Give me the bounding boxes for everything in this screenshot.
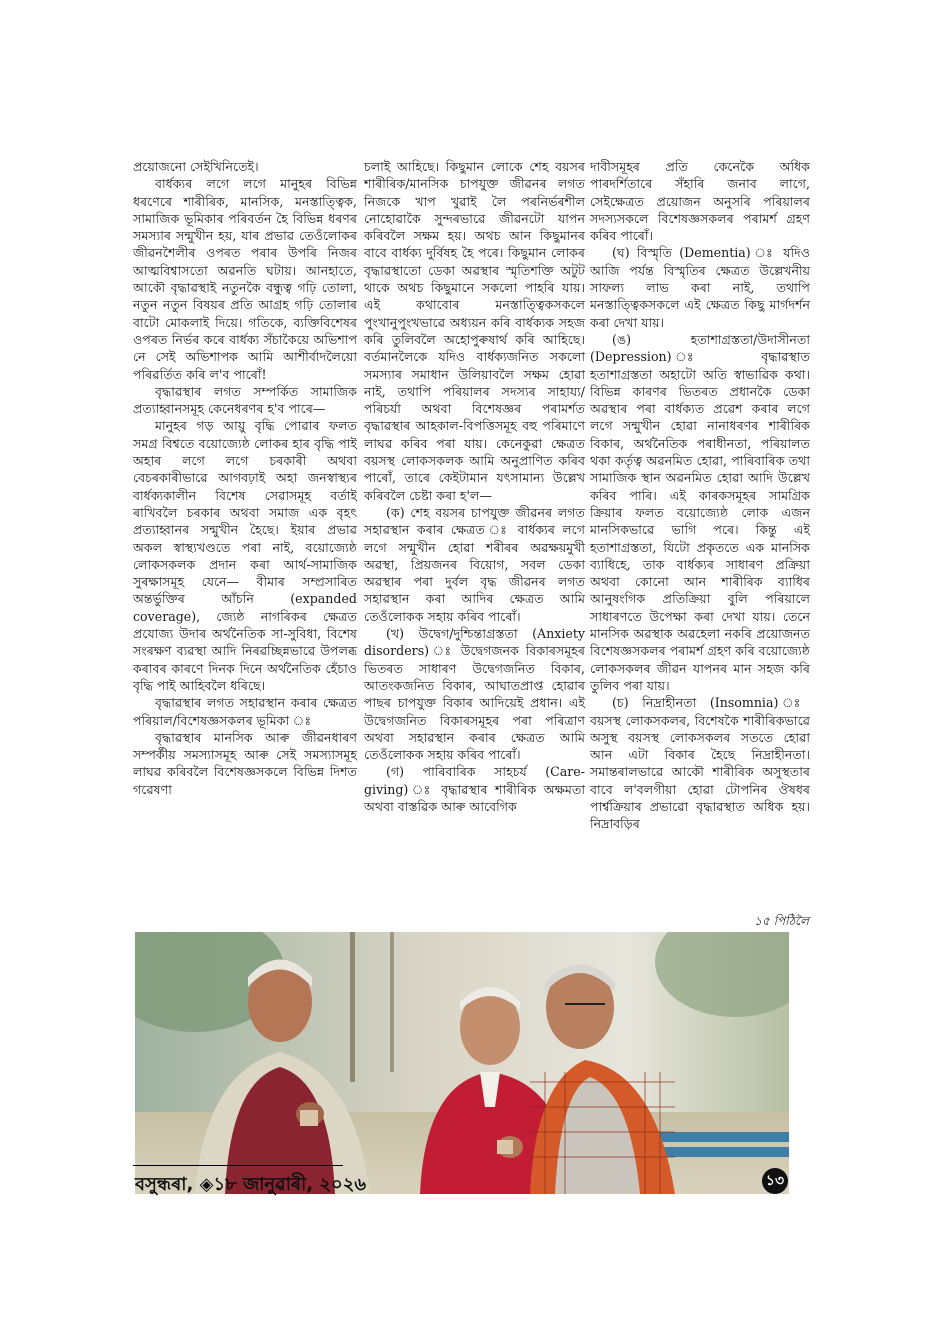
paragraph: বৃদ্ধাৱস্থাৰ লগত সম্পৰ্কিত সামাজিক প্ৰত্যাহ্বানসমূহ কেনেধৰণৰ হ'ব পাৰে— [133,383,357,417]
column-3 [590,158,810,833]
magazine-name: বসুন্ধৰা, [135,1174,194,1195]
paragraph: (ঘ) বিস্মৃতি (Dementia) ঃ যদিও আজি পৰ্যন্ত বিস্মৃতিৰ ক্ষেত্ৰত উল্লেখনীয় সাফল্য লাভ কৰা নাই, তথাপি মনস্তাত্ত্বিকসকলে এই ক্ষেত্ৰত কিছু মাৰ্গদৰ্শন কৰা দেখা যায়। [590,245,810,330]
paragraph: (গ) পাৰিবাৰিক সাহচৰ্য (Care-giving) ঃ বৃদ্ধাৱস্থাৰ শাৰীৰিক অক্ষমতা অথবা বাস্তৱিক আৰু আবেগিক [364,764,585,814]
paragraph: (খ) উদ্বেগ/দুশ্চিন্তাগ্ৰস্ততা (Anxiety disorders) ঃ উদ্বেগজনক বিকাৰসমূহৰ ভিতৰত সাধাৰণ উদ্বেগজনিত বিকাৰ, আতংকজনিত বিকাৰ, আঘাতপ্ৰাপ্ত হোৱাৰ পাছৰ চাপযুক্ত বিকাৰ আদিয়েই প্ৰধান। এই উদ্বেগজনিত বিকাৰসমূহৰ পৰা পৰিত্ৰাণ অথবা সহাৱস্থান কৰাৰ ক্ষেত্ৰত আমি তেওঁলোকক সহায় কৰিব পাৰোঁ। [364,626,585,763]
paragraph: প্ৰয়োজনো সেইখিনিতেই। [133,159,259,174]
column-2 [364,158,585,815]
continued-note: ১৫ পিঠিলৈ [754,914,809,928]
paragraph: দাবীসমূহৰ প্ৰতি কেনেকৈ অধিক পাৰদৰ্শিতাৰে সঁহাৰি জনাব লাগে, সেইক্ষেত্ৰত প্ৰয়োজন অনুসৰি পৰিয়ালৰ সদস্যসকলে বিশেষজ্ঞসকলৰ পৰামৰ্শ গ্ৰহণ কৰিব পাৰোঁ। [590,159,810,244]
page-number-badge: ১৩ [762,1168,788,1194]
footer-rule [133,1165,343,1166]
paragraph: (চ) নিদ্ৰাহীনতা (Insomnia) ঃ বয়সস্থ লোকসকলৰ, বিশেষকৈ শাৰীৰিকভাৱে অসুস্থ বয়সস্থ লোকসকলৰ সততে হোৱা আন এটা বিকাৰ হৈছে নিদ্ৰাহীনতা। সমান্তৰালভাৱে আকৌ শাৰীৰিক অসুস্থতাৰ বাবে ল'বলগীয়া হোৱা টোপনিৰ ঔষধৰ পাৰ্শ্বক্ৰিয়াৰ প্ৰভাৱো বৃদ্ধাৱস্থাত অধিক হয়। নিদ্ৰাবড়িৰ [590,695,810,832]
footer-masthead [135,1170,366,1201]
paragraph: বৃদ্ধাৱস্থাৰ মানসিক আৰু জীৱনধাৰণ সম্পৰ্কীয় সমস্যাসমূহ আৰু সেই সমস্যাসমূহ লাঘৱ কৰিবলৈ বিশেষজ্ঞসকলে বিভিন্ন দিশত গৱেষণা [133,729,357,797]
paragraph: মানুহৰ গড় আয়ু বৃদ্ধি পোৱাৰ ফলত সমগ্ৰ বিশ্বতে বয়োজ্যেষ্ঠ লোকৰ হাৰ বৃদ্ধি পাই অহাৰ লগে লগে চৰকাৰী অথবা বেচৰকাৰীভাৱে আগবঢ়াই অহা জনস্বাস্থ্যৰ বাৰ্ধক্যকালীন বিশেষ সেৱাসমূহ বৰ্তাই ৰাখিবলৈ চৰকাৰ অথবা সমাজ এক বৃহৎ প্ৰত্যাহ্বানৰ সন্মুখীন হৈছে। ইয়াৰ প্ৰভাৱ অকল স্বাস্থ্যখণ্ডতে পৰা নাই, বয়োজ্যেষ্ঠ লোকসকলক প্ৰদান কৰা আৰ্থ-সামাজিক সুৰক্ষাসমূহ যেনে— বীমাৰ সম্প্ৰসাৰিত অন্তৰ্ভুক্তিৰ আঁচনি (expanded coverage), জ্যেষ্ঠ নাগৰিকৰ ক্ষেত্ৰত প্ৰযোজ্য উদাৰ অৰ্থনৈতিক সা-সুবিধা, বিশেষ সংৰক্ষণ ব্যৱস্থা আদি নিৰৱচ্ছিন্নভাৱে উপলব্ধ কৰাবৰ কাৰণে দিনক দিনে অৰ্থনৈতিক হেঁচাও বৃদ্ধি পাই আহিবলৈ ধৰিছে। [133,418,357,693]
column-1 [133,158,357,798]
paragraph: বাৰ্ধক্যৰ লগে লগে মানুহৰ বিভিন্ন ধৰণেৰে শাৰীৰিক, মানসিক, মনস্তাত্ত্বিক, সামাজিক ভূমিকাৰ পৰিবৰ্তন হৈ বিভিন্ন ধৰণৰ সমস্যাৰ সন্মুখীন হয়, যাৰ প্ৰভাৱ তেওঁলোকৰ জীৱনশৈলীৰ ওপৰত পৰাৰ উপৰি নিজৰ আত্মবিশ্বাসতো অৱনতি ঘটায়। আনহাতে, আকৌ বৃদ্ধাৱস্থাই নতুনকৈ বন্ধুত্ব গঢ়ি তোলা, নতুন নতুন বিষয়ৰ প্ৰতি আগ্ৰহ গঢ়ি তোলাৰ বাটো মোকলাই দিয়ে। গতিকে, ব্যক্তিবিশেষৰ ওপৰত নিৰ্ভৰ কৰে বাৰ্ধক্য সঁচাকৈয়ে অভিশাপ নে সেই অভিশাপক আমি আশীৰ্বাদলৈয়ো পৰিৱৰ্তিত কৰি ল'ব পাৰোঁ! [133,176,357,382]
paragraph: (ঙ) হতাশাগ্ৰস্ততা/উদাসীনতা (Depression) ঃ বৃদ্ধাৱস্থাত হতাশাগ্ৰস্ততা অহাটো অতি স্বাভাৱিক কথা। বিভিন্ন কাৰণৰ ভিতৰত প্ৰধানকৈ ডেকা অৱস্থাৰ পৰা বাৰ্ধক্যত প্ৰৱেশ কৰাৰ লগে লগে সন্মুখীন হোৱা নানাধৰণৰ শাৰীৰিক বিকাৰ, অৰ্থনৈতিক পৰাধীনতা, পৰিয়ালত থকা কৰ্তৃত্ব অৱনমিত হোৱা, পাৰিবাৰিক তথা সামাজিক স্থান অৱনমিত হোৱা আদি উল্লেখ কৰিব পাৰি। এই কাৰকসমূহৰ সামগ্ৰিক ক্ৰিয়াৰ ফলত বয়োজ্যেষ্ঠ লোক এজন মানসিকভাৱে ভাগি পৰে। কিন্তু এই হতাশাগ্ৰস্ততা, যিটো প্ৰকৃততে এক মানসিক ব্যাধিহে, তাক বাৰ্ধক্যৰ সাধাৰণ প্ৰক্ৰিয়া অথবা কোনো আন শাৰীৰিক ব্যাধিৰ আনুষংগিক প্ৰতিক্ৰিয়া বুলি পৰিয়ালে সাধাৰণতে উপেক্ষা কৰা দেখা যায়। তেনে মানসিক অৱস্থাক অৱহেলা নকৰি প্ৰয়োজনত বিশেষজ্ঞসকলৰ পৰামৰ্শ গ্ৰহণ কৰি বয়োজ্যেষ্ঠ লোকসকলৰ জীৱন যাপনৰ মান সহজ কৰি তুলিব পৰা যায়। [590,331,810,693]
paragraph: (ক) শেহ বয়সৰ চাপযুক্ত জীৱনৰ লগত সহাৱস্থান কৰাৰ ক্ষেত্ৰত ঃ বাৰ্ধক্যৰ লগে লগে সন্মুখীন হোৱা শৰীৰৰ অৱক্ষয়মুখী অৱস্থা, প্ৰিয়জনৰ বিয়োগ, সবল ডেকা অৱস্থাৰ পৰা দুৰ্বল বৃদ্ধ জীৱনৰ লগত সহাৱস্থান কৰা আদিৰ ক্ষেত্ৰত আমি তেওঁলোকক সহায় কৰিব পাৰোঁ। [364,504,585,624]
elderly-men-laughing-photo [135,932,789,1194]
issue-date: ◈১৮ জানুৱাৰী, ২০২৬ [199,1174,367,1195]
paragraph: বৃদ্ধাৱস্থাৰ লগত সহাৱস্থান কৰাৰ ক্ষেত্ৰত পৰিয়াল/বিশেষজ্ঞসকলৰ ভূমিকা ঃ [133,695,357,728]
paragraph: চলাই আহিছে। কিছুমান লোকে শেহ বয়সৰ শাৰীৰিক/মানসিক চাপযুক্ত জীৱনৰ লগত নিজকে খাপ খুৱাই লৈ পৰনিৰ্ভৰশীল নোহোৱাকৈ সুন্দৰভাৱে জীৱনটো যাপন কৰিবলৈ সক্ষম হয়। অথচ আন কিছুমানৰ বাবে বাৰ্ধক্য দুৰ্বিষহ হৈ পৰে। কিছুমান লোকৰ বৃদ্ধাৱস্থাতো ডেকা অৱস্থাৰ স্মৃতিশক্তি অটুট থাকে অথচ কিছুমানে সকলো পাহৰি যায়। এই কথাবোৰ মনস্তাত্ত্বিকসকলে পুংখানুপুংখভাৱে অধ্যয়ন কৰি বাৰ্ধক্যক সহজ কৰি তুলিবলৈ অহোপুৰুষাৰ্থ কৰি আহিছে। বৰ্তমানলৈকে যদিও বাৰ্ধক্যজনিত সকলো সমস্যাৰ সমাধান উলিয়াবলৈ সক্ষম হোৱা নাই, তথাপি পৰিয়ালৰ সদস্যৰ সাহায্য/পৰিচৰ্যা অথবা বিশেষজ্ঞৰ পৰামৰ্শত বৃদ্ধাৱস্থাৰ আহকাল-বিপত্তিসমূহ বহু পৰিমাণে লাঘৱ কৰিব পৰা যায়। কেনেকুৱা ক্ষেত্ৰত বয়সস্থ লোকসকলক আমি অনুপ্ৰাণিত কৰিব পাৰোঁ, তাৰে কেইটামান যৎসামান্য উল্লেখ কৰিবলৈ চেষ্টা কৰা হ'ল— [364,159,585,503]
